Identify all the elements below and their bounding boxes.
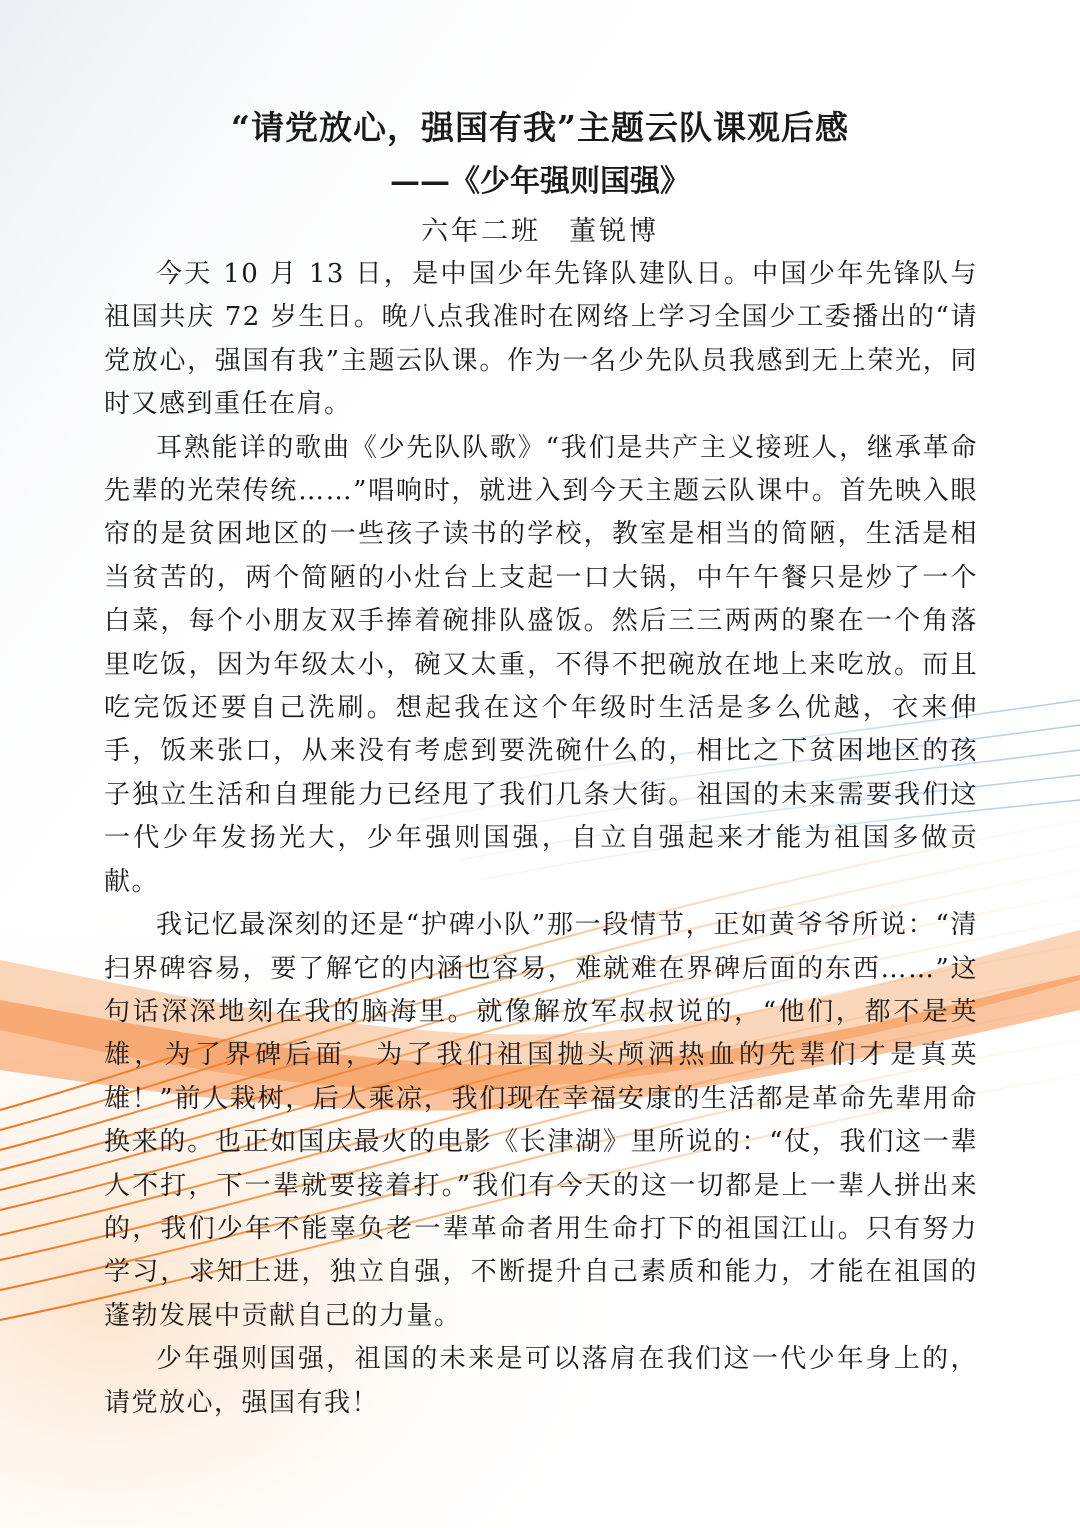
essay-body	[104, 253, 978, 1425]
paragraph: 少年强则国强，祖国的未来是可以落肩在我们这一代少年身上的，请党放心，强国有我！	[104, 1344, 978, 1418]
paragraph: 今天 10 月 13 日，是中国少年先锋队建队日。中国少年先锋队与祖国共庆 72 岁生日。晚八点我准时在网络上学习全国少工委播出的“请党放心，强国有我”主题云队课。作为一名少先队员我感到无上荣光，同时又感到重任在肩。	[104, 259, 978, 420]
author-line	[0, 210, 1080, 254]
paragraph: 我记忆最深刻的还是“护碑小队”那一段情节，正如黄爷爷所说：“清扫界碑容易，要了解它的内涵也容易，难就难在界碑后面的东西……”这句话深深地刻在我的脑海里。就像解放军叔叔说的，“他们，都不是英雄，为了界碑后面，为了我们祖国抛头颅洒热血的先辈们才是真英雄！”前人栽树，后人乘凉，我们现在幸福安康的生活都是革命先辈用命换来的。也正如国庆最火的电影《长津湖》里所说的：“仗，我们这一辈人不打，下一辈就要接着打。”我们有今天的这一切都是上一辈人拼出来的，我们少年不能辜负老一辈革命者用生命打下的祖国江山。只有努力学习，求知上进，独立自强，不断提升自己素质和能力，才能在祖国的蓬勃发展中贡献自己的力量。	[104, 910, 978, 1331]
paragraph: 耳熟能详的歌曲《少先队队歌》“我们是共产主义接班人，继承革命先辈的光荣传统……”唱响时，就进入到今天主题云队课中。首先映入眼帘的是贫困地区的一些孩子读书的学校，教室是相当的简陋，生活是相当贫苦的，两个简陋的小灶台上支起一口大锅，中午午餐只是炒了一个白菜，每个小朋友双手捧着碗排队盛饭。然后三三两两的聚在一个角落里吃饭，因为年级太小，碗又太重，不得不把碗放在地上来吃放。而且吃完饭还要自己洗刷。想起我在这个年级时生活是多么优越，衣来伸手，饭来张口，从来没有考虑到要洗碗什么的，相比之下贫困地区的孩子独立生活和自理能力已经甩了我们几条大街。祖国的未来需要我们这一代少年发扬光大，少年强则国强，自立自强起来才能为祖国多做贡献。	[104, 432, 978, 897]
author-class: 六年二班	[421, 216, 541, 247]
page-subtitle: ——《少年强则国强》	[390, 164, 690, 199]
author-name: 董锐博	[569, 216, 659, 247]
page-title: “请党放心，强国有我”主题云队课观后感	[231, 108, 849, 147]
